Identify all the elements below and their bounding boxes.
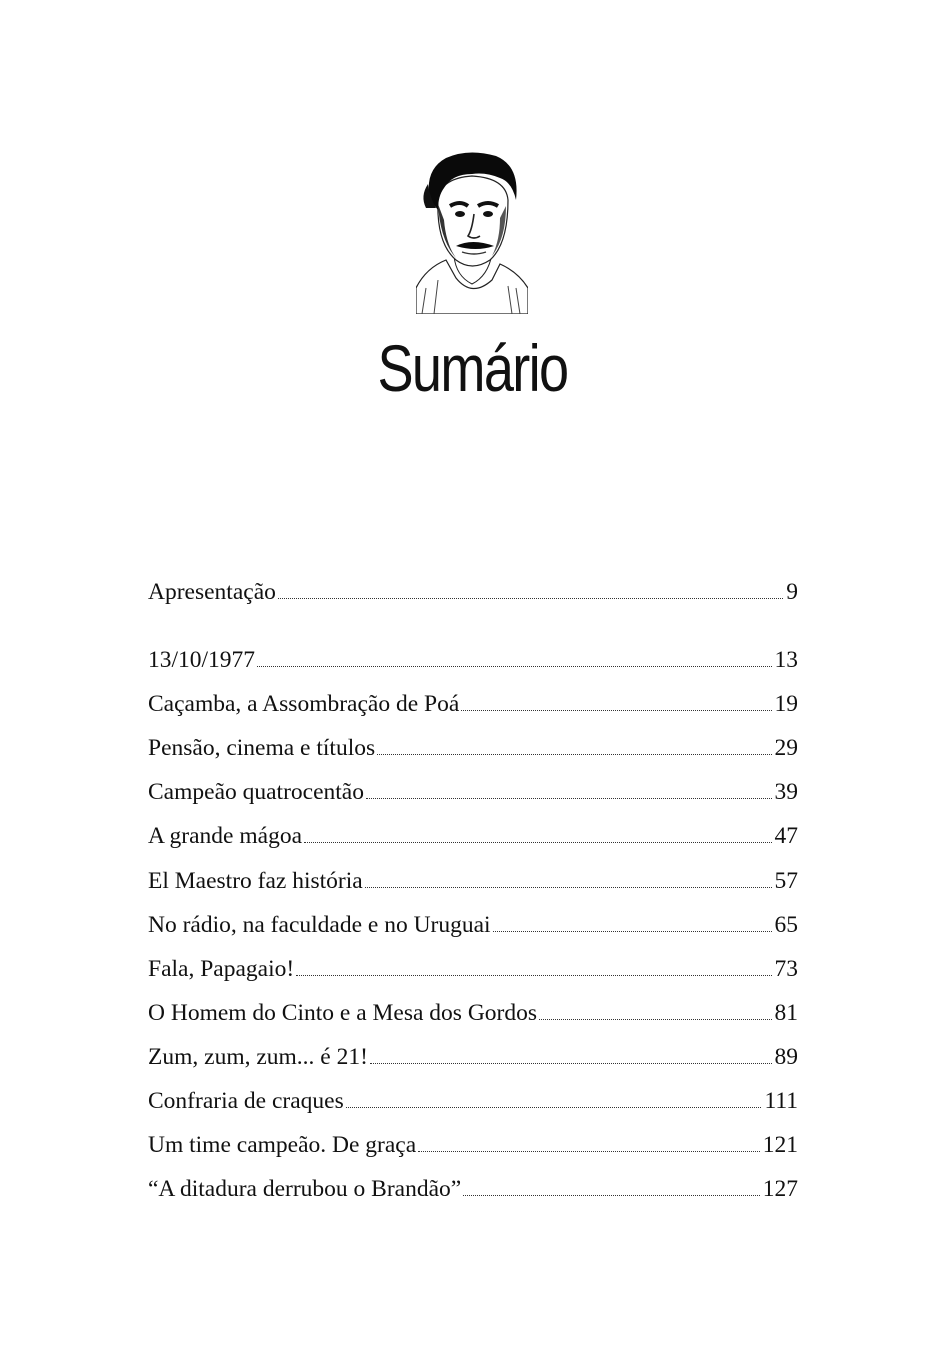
portrait-photo-icon: [416, 148, 528, 314]
toc-entry-title: “A ditadura derrubou o Brandão”: [148, 1176, 462, 1202]
toc-dot-leader: [296, 974, 771, 976]
toc-entry-title: Fala, Papagaio!: [148, 956, 295, 982]
toc-dot-leader: [463, 1194, 760, 1196]
toc-dot-leader: [366, 797, 772, 799]
toc-dot-leader: [461, 709, 771, 711]
toc-entry: [148, 1041, 798, 1073]
toc-entry-page-number: 73: [774, 956, 798, 982]
toc-entry-title: 13/10/1977: [148, 647, 256, 673]
toc-entry: [148, 732, 798, 764]
toc-entry: [148, 776, 798, 808]
toc-dot-leader: [365, 886, 772, 888]
toc-entry-title: Apresentação: [148, 579, 276, 605]
toc-entry-title: O Homem do Cinto e a Mesa dos Gordos: [148, 1000, 538, 1026]
toc-dot-leader: [346, 1106, 762, 1108]
toc-entry-title: Um time campeão. De graça: [148, 1132, 417, 1158]
toc-dot-leader: [370, 1062, 772, 1064]
toc-entry: [148, 909, 798, 941]
toc-entry: [148, 997, 798, 1029]
toc-dot-leader: [539, 1018, 771, 1020]
toc-entry-title: Confraria de craques: [148, 1088, 344, 1114]
toc-entry-page-number: 13: [774, 647, 798, 673]
page-title: Sumário: [377, 331, 568, 405]
toc-dot-leader: [278, 597, 783, 599]
toc-entry-page-number: 57: [774, 868, 798, 894]
toc-entry-page-number: 39: [774, 779, 798, 805]
toc-entry: [148, 1085, 798, 1117]
toc-entry: [148, 1173, 798, 1205]
toc-entry-title: Campeão quatrocentão: [148, 779, 364, 805]
toc-entry-page-number: 111: [764, 1088, 798, 1114]
toc-entry-page-number: 127: [762, 1176, 798, 1202]
toc-entry: [148, 688, 798, 720]
toc-entry-title: El Maestro faz história: [148, 868, 363, 894]
toc-entry-title: Zum, zum, zum... é 21!: [148, 1044, 368, 1070]
toc-entry-page-number: 121: [762, 1132, 798, 1158]
portrait-image: [416, 148, 528, 314]
toc-dot-leader: [304, 841, 771, 843]
toc-entry-page-number: 29: [774, 735, 798, 761]
toc-entry-page-number: 9: [786, 579, 798, 605]
toc-entry-title: Caçamba, a Assombração de Poá: [148, 691, 460, 717]
toc-entry: [148, 1129, 798, 1161]
toc-entry: [148, 576, 798, 608]
toc-entry-page-number: 47: [774, 823, 798, 849]
toc-dot-leader: [418, 1150, 760, 1152]
toc-entry-title: Pensão, cinema e títulos: [148, 735, 376, 761]
toc-entry: [148, 820, 798, 852]
toc-entry-title: No rádio, na faculdade e no Uruguai: [148, 912, 491, 938]
toc-entry: [148, 865, 798, 897]
toc-entry-page-number: 19: [774, 691, 798, 717]
toc-entry-page-number: 65: [774, 912, 798, 938]
toc-dot-leader: [493, 930, 772, 932]
toc-entry-title: A grande mágoa: [148, 823, 303, 849]
toc-dot-leader: [377, 753, 771, 755]
toc-entry: [148, 644, 798, 676]
toc-entry-page-number: 89: [774, 1044, 798, 1070]
toc-dot-leader: [257, 665, 771, 667]
toc-entry: [148, 953, 798, 985]
toc-entry-page-number: 81: [774, 1000, 798, 1026]
